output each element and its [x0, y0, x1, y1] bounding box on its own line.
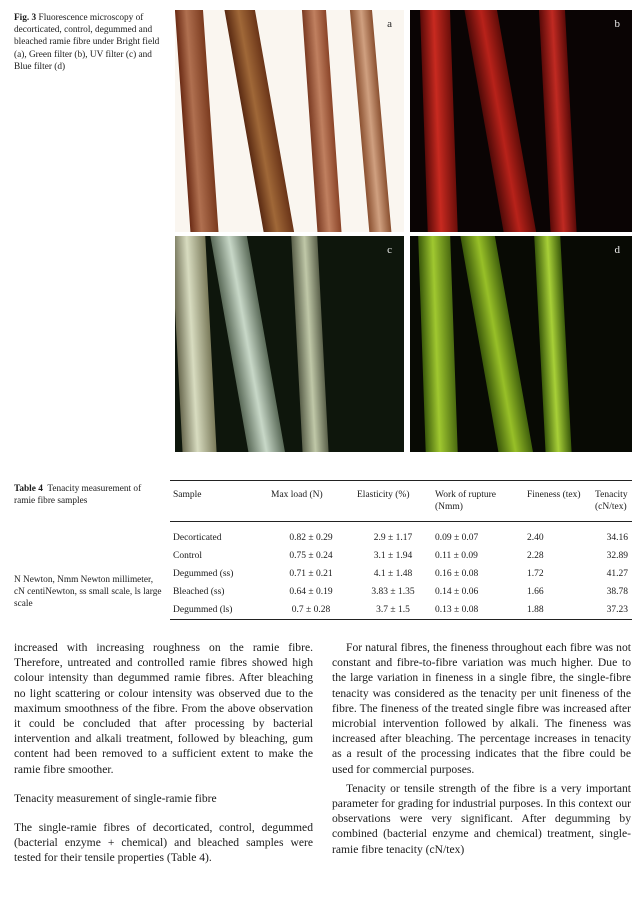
micrograph-panel-c [175, 236, 404, 452]
cell: 0.82 ± 0.29 [289, 533, 333, 543]
column-header: Elasticity (%) [357, 490, 410, 500]
column-header: Fineness (tex) [527, 490, 581, 500]
table-caption [14, 483, 164, 507]
paragraph: For natural fibres, the fineness throughout each fibre was not constant and fibre-to-fibre variation was much higher. Due to the large variation in fineness in a single fibre, the single-fibre tenacity was considered as the tenacity per unit fineness of the fibre. The fineness of the treated single fibre was increased after microbial intervention followed by alkali. The fineness was increased after bleaching. The percentage increases in tenacity as a result of the processing indicates that the fibre could be used for commercial purposes. [332, 641, 631, 776]
table-row [170, 547, 632, 565]
fibre [175, 10, 220, 232]
cell: 41.27 [606, 569, 628, 579]
table-row [170, 565, 632, 583]
cell: 1.88 [527, 605, 544, 615]
tenacity-table [170, 480, 632, 620]
fibre [224, 10, 297, 232]
table-row [170, 522, 632, 548]
fibre [538, 10, 577, 232]
cell: Degummed (ss) [173, 569, 234, 579]
panel-label: d [614, 244, 620, 256]
micrograph-panel-d [410, 236, 632, 452]
cell: 3.83 ± 1.35 [371, 587, 415, 597]
cell: 34.16 [606, 533, 628, 543]
cell: 1.66 [527, 587, 544, 597]
fibre [209, 236, 286, 452]
cell: 0.64 ± 0.19 [289, 587, 333, 597]
figure-caption-label: Fig. 3 [14, 13, 37, 23]
micrograph-panel-b [410, 10, 632, 232]
table-footnote: N Newton, Nmm Newton millimeter, cN centiNewton, ss small scale, ls large scale [14, 575, 162, 610]
cell: 0.7 ± 0.28 [291, 605, 331, 615]
cell: Control [173, 551, 203, 561]
column-header: Work of rupture (Nmm) [435, 490, 496, 512]
panel-label: c [387, 244, 392, 256]
fibre [534, 236, 573, 452]
column-header: Max load (N) [271, 490, 323, 500]
cell: 4.1 ± 1.48 [373, 569, 413, 579]
micrograph-panel-a [175, 10, 404, 232]
fibre [175, 236, 217, 452]
column-header: Sample [173, 490, 202, 500]
cell: 0.13 ± 0.08 [435, 605, 479, 615]
fibre [349, 10, 393, 232]
cell: 3.1 ± 1.94 [373, 551, 413, 561]
fibre [291, 236, 330, 452]
table-row [170, 601, 632, 620]
cell: 1.72 [527, 569, 544, 579]
cell: 3.7 ± 1.5 [376, 605, 410, 615]
cell: 2.28 [527, 551, 544, 561]
cell: 0.11 ± 0.09 [435, 551, 478, 561]
fibre [418, 236, 458, 452]
fibre [459, 236, 534, 452]
body-column-left [14, 640, 313, 866]
figure-caption-text: Fluorescence microscopy of decorticated, control, degummed and bleached ramie fibre under Bright field (a), Green filter (b), UV filter (c) and Blue filter (d) [14, 13, 160, 72]
panel-label: b [614, 18, 620, 30]
body-column-right [332, 640, 631, 857]
paragraph: Tenacity or tensile strength of the fibre is a very important parameter for grading for industrial purposes. In this context our observations were very significant. After degumming by combined (bacterial enzyme and chemical) treatment, single-ramie fibre tenacity (cN/tex) [332, 781, 631, 856]
cell: 0.14 ± 0.06 [435, 587, 479, 597]
cell: 0.75 ± 0.24 [289, 551, 333, 561]
paragraph: The single-ramie fibres of decorticated, control, degummed (bacterial enzyme + chemical) and bleached samples were tested for their tensile properties (Table 4). [14, 821, 313, 865]
fibre [464, 10, 539, 232]
fibre [420, 10, 459, 232]
cell: 0.09 ± 0.07 [435, 533, 479, 543]
table-row [170, 583, 632, 601]
table-header-row [170, 481, 632, 522]
cell: 2.40 [527, 533, 544, 543]
paragraph: increased with increasing roughness on the ramie fibre. Therefore, untreated and controlled ramie fibres showed high colour intensity than degummed ramie fibres. After bleaching no light scattering or colour intensity was observed due to the maximum smoothness of the fibre. From the above observation it could be concluded that after processing by bacterial intervention and alkali treatment, followed by bleaching, gum content had been removed to a sufficient extent to make the ramie fibre smoother. [14, 641, 313, 776]
panel-label: a [387, 18, 392, 30]
cell: Degummed (ls) [173, 605, 233, 615]
cell: 32.89 [606, 551, 628, 561]
cell: 0.71 ± 0.21 [289, 569, 333, 579]
section-heading: Tenacity measurement of single-ramie fibre [14, 791, 217, 805]
table-caption-label: Table 4 [14, 484, 43, 494]
cell: 0.16 ± 0.08 [435, 569, 479, 579]
figure-caption [14, 12, 166, 73]
cell: 2.9 ± 1.17 [373, 533, 413, 543]
cell: Decorticated [173, 533, 222, 543]
cell: 38.78 [606, 587, 628, 597]
cell: Bleached (ss) [173, 587, 225, 597]
table-caption-text: Tenacity measurement of ramie fibre samples [14, 484, 142, 507]
column-header: Tenacity (cN/tex) [595, 490, 628, 512]
cell: 37.23 [606, 605, 628, 615]
fibre [301, 10, 342, 232]
